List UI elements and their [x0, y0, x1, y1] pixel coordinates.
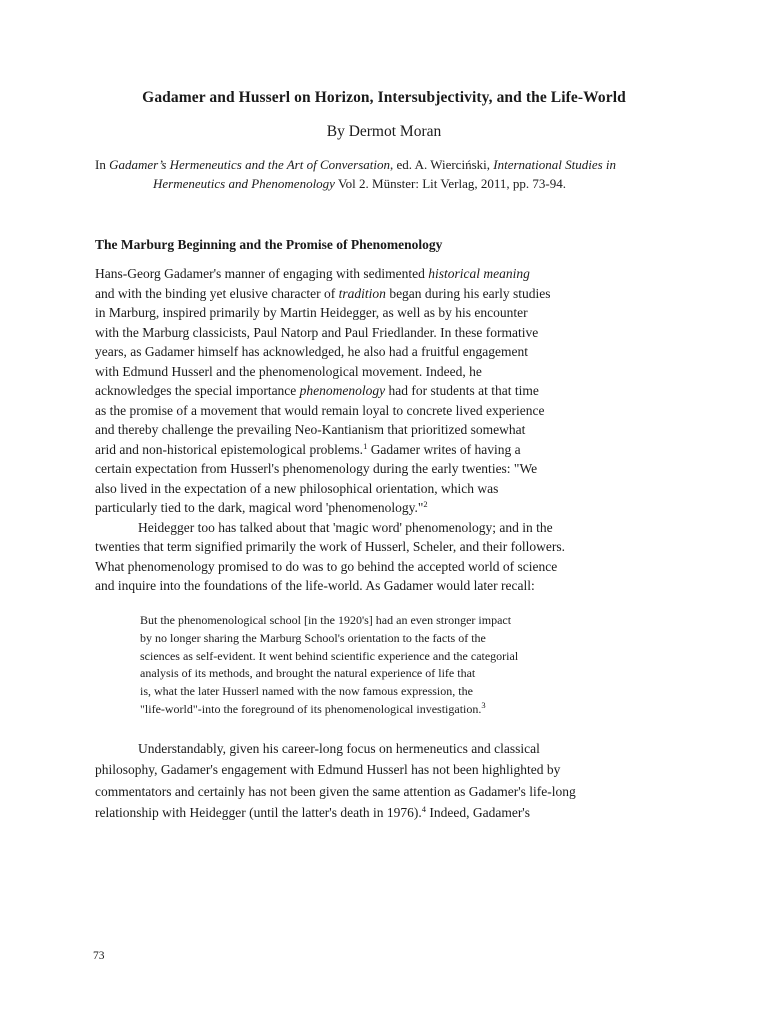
footnote-ref[interactable]: 4 [421, 803, 426, 814]
text-line: twenties that term signified primarily the work of Husserl, Scheler, and their followers. [95, 539, 565, 554]
quote-line: analysis of its methods, and brought the natural experience of life that [140, 666, 476, 681]
quote-line: by no longer sharing the Marburg School's orientation to the facts of the [140, 630, 486, 645]
text-line: relationship with Heidegger (until the latter's death in 1976).$^4$ Indeed, Gadamer's [95, 803, 530, 820]
text-line: with Edmund Husserl and the phenomenological movement. Indeed, he [95, 363, 482, 379]
footnote-ref[interactable]: 1 [363, 440, 368, 451]
quote-line: "life-world"-into the foreground of its phenomenological investigation.$^3$ [140, 699, 486, 716]
quote-line: But the phenomenological school [in the 1920's] had an even stronger impact [140, 613, 512, 627]
paper-title: Gadamer and Husserl on Horizon, Intersubjectivity, and the Life-World [142, 89, 626, 106]
text-line: Understandably, given his career-long focus on hermeneutics and classical [138, 741, 540, 756]
quote-line: sciences as self-evident. It went behind scientific experience and the categorial [140, 648, 519, 663]
citation-rest: Vol 2. Münster: Lit Verlag, 2011, pp. 73-94. [334, 176, 566, 191]
citation-editor: , ed. A. Wierciński, [390, 157, 494, 172]
citation [95, 155, 695, 193]
citation-prefix: In [95, 157, 110, 172]
citation-series-cont: Hermeneutics and Phenomenology [153, 176, 335, 191]
text-line: in Marburg, inspired primarily by Martin Heidegger, as well as by his encounter [95, 305, 528, 320]
text-line: arid and non-historical epistemological problems.$^1$ Gadamer writes of having a [95, 440, 521, 457]
text-line: What phenomenology promised to do was to go behind the accepted world of science [95, 558, 558, 574]
footnote-ref[interactable]: 3 [481, 699, 486, 710]
citation-book-title: Gadamer’s Hermeneutics and the Art of Conversation [109, 157, 391, 172]
text-line: commentators and certainly has not been given the same attention as Gadamer's life-long [95, 783, 576, 799]
text-line: years, as Gadamer himself has acknowledged, he also had a fruitful engagement [95, 344, 528, 359]
text-line: as the promise of a movement that would remain loyal to concrete lived experience [95, 402, 545, 418]
footnote-ref[interactable]: 2 [423, 499, 428, 509]
text-line: and with the binding yet elusive character of tradition began during his early studies [95, 285, 551, 301]
text-line: and inquire into the foundations of the life-world. As Gadamer would later recall: [95, 578, 535, 593]
text-line: Heidegger too has talked about that 'magic word' phenomenology; and in the [138, 519, 553, 535]
quote-line: is, what the later Husserl named with the now famous expression, the [140, 684, 473, 699]
text-line: with the Marburg classicists, Paul Natorp and Paul Friedlander. In these formative [95, 324, 539, 340]
text-line: also lived in the expectation of a new philosophical orientation, which was [95, 480, 499, 496]
paper-author: By Dermot Moran [326, 123, 442, 140]
text-line: and thereby challenge the prevailing Neo-Kantianism that prioritized somewhat [95, 422, 526, 437]
citation-series: International Studies in [493, 157, 617, 172]
text-line: philosophy, Gadamer's engagement with Edmund Husserl has not been highlighted by [95, 762, 561, 778]
text-line: certain expectation from Husserl's phenomenology during the early twenties: "We [95, 461, 538, 476]
body-paragraph-1 [95, 264, 695, 596]
text-line: acknowledges the special importance phenomenology had for students at that time [95, 383, 539, 398]
block-quote [140, 612, 620, 719]
body-paragraph-2 [95, 738, 695, 823]
page-number: 73 [93, 950, 105, 962]
text-line: particularly tied to the dark, magical word 'phenomenology."$^2$ [95, 499, 428, 515]
text-line: Hans-Georg Gadamer's manner of engaging with sedimented historical meaning [95, 266, 530, 281]
section-heading: The Marburg Beginning and the Promise of Phenomenology [95, 237, 443, 252]
